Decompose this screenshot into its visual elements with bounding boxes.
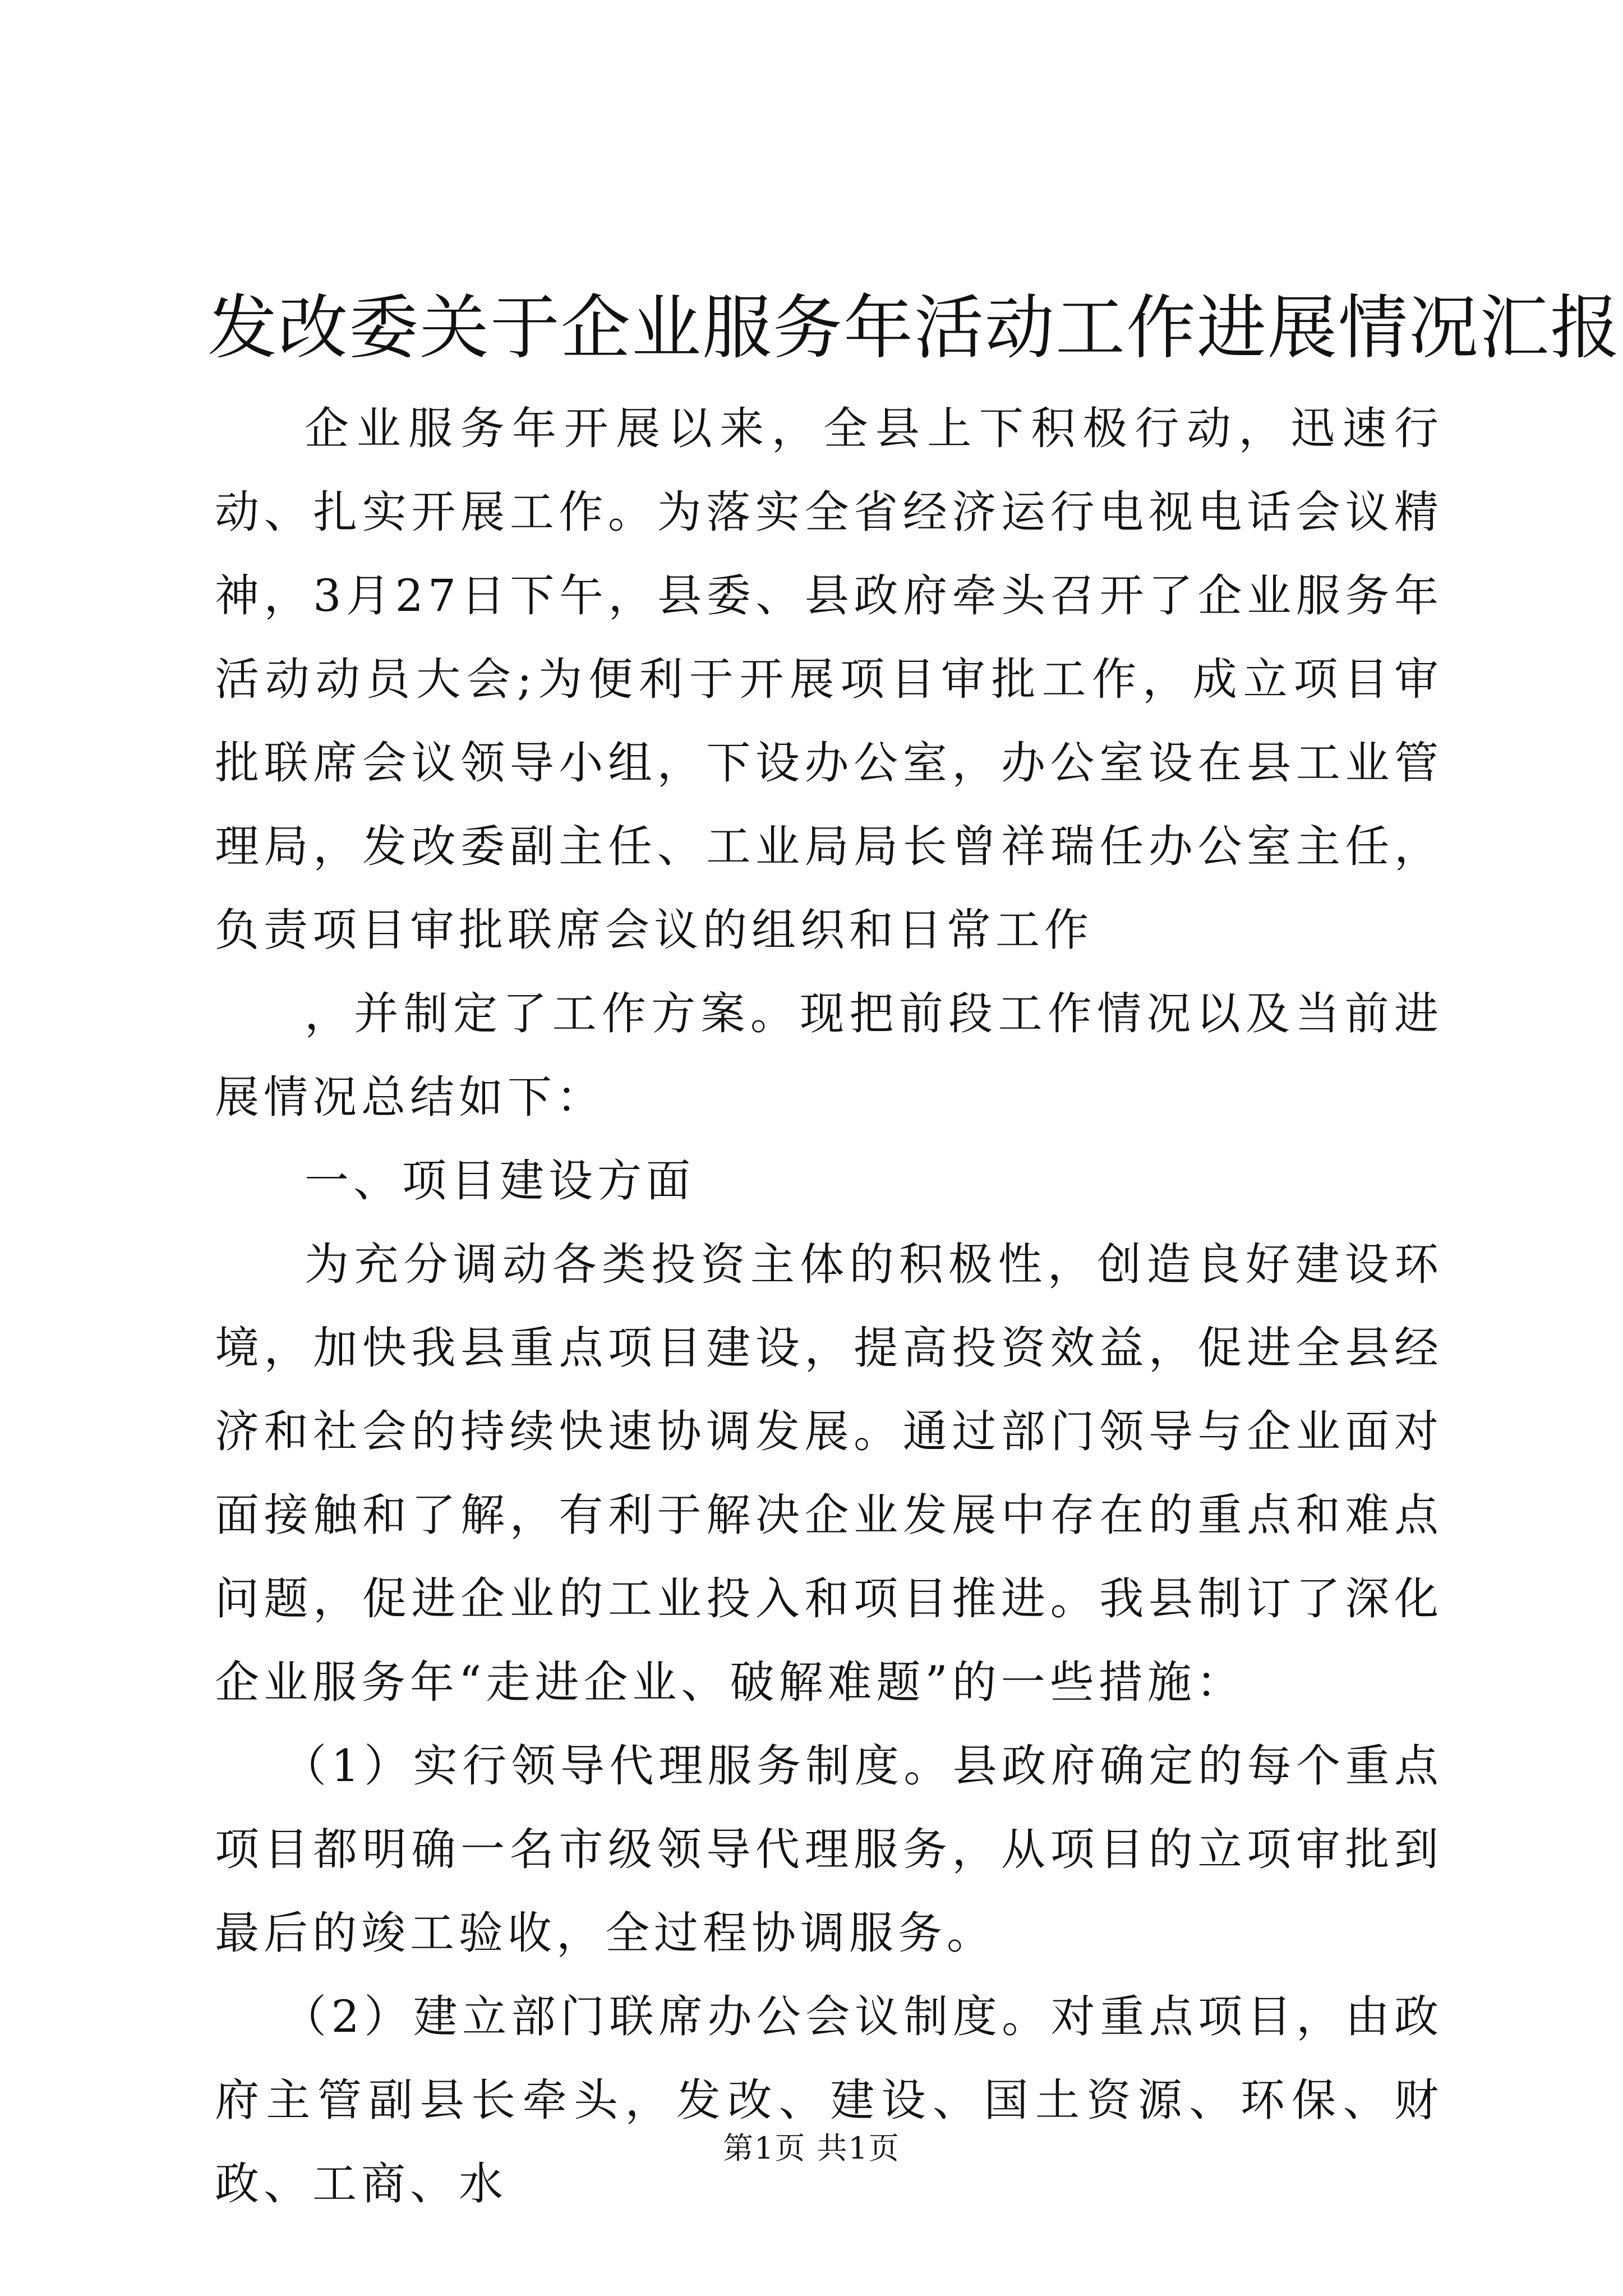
- paragraph-measure-1: （1）实行领导代理服务制度。县政府确定的每个重点项目都明确一名市级领导代理服务，从项目的立项审批到最后的竣工验收，全过程协调服务。: [215, 1740, 1443, 1959]
- document-title: 发改委关于企业服务年活动工作进展情况汇报: [208, 288, 1621, 369]
- paragraph-project-construction: 为充分调动各类投资主体的积极性，创造良好建设环境，加快我县重点项目建设，提高投资效益，促进全县经济和社会的持续快速协调发展。通过部门领导与企业面对面接触和了解，有利于解决企业发展中存在的重点和难点问题，促进企业的工业投入和项目推进。我县制订了深化企业服务年“走进企业、破解难题”的一些措施：: [215, 1239, 1443, 1708]
- paragraph-intro: 企业服务年开展以来，全县上下积极行动，迅速行动、扎实开展工作。为落实全省经济运行电视电话会议精神，3月27日下午，县委、县政府牵头召开了企业服务年活动动员大会;为便利于开展项目审批工作，成立项目审批联席会议领导小组，下设办公室，办公室设在县工业管理局，发改委副主任、工业局局长曾祥瑞任办公室主任，负责项目审批联席会议的组织和日常工作: [215, 403, 1443, 956]
- document-body: [215, 387, 1443, 2226]
- section-heading-project-construction: 一、项目建设方面: [305, 1155, 695, 1207]
- page-number-footer: 第1页 共1页: [723, 2131, 900, 2166]
- paragraph-measure-2: （2）建立部门联席办公会议制度。对重点项目，由政府主管副县长牵头，发改、建设、国土资源、环保、财政、工商、水: [215, 1991, 1443, 2210]
- paragraph-intro-continued: ，并制定了工作方案。现把前段工作情况以及当前进展情况总结如下：: [215, 988, 1443, 1123]
